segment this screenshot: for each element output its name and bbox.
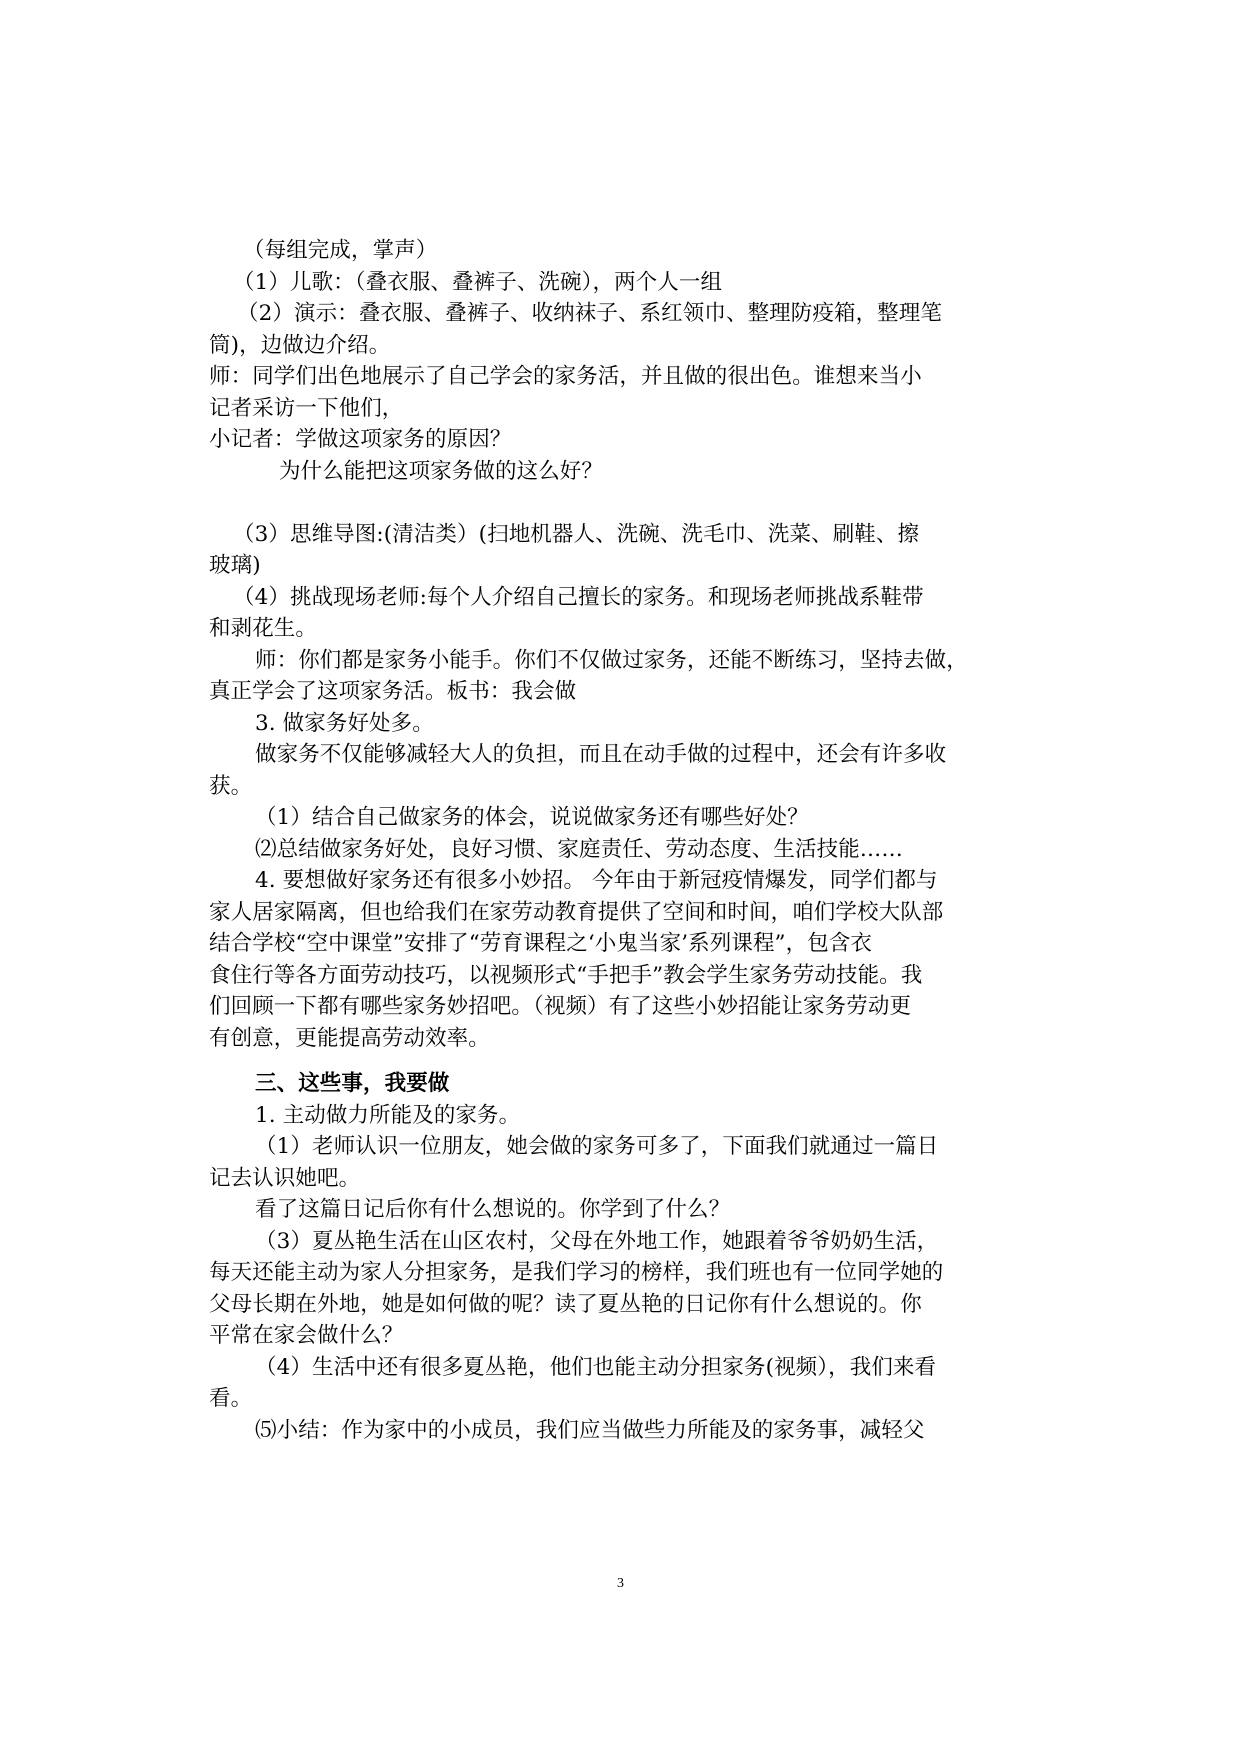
section-heading: 三、这些事，我要做 bbox=[255, 1071, 450, 1096]
text-line: （4）挑战现场老师:每个人介绍自己擅长的家务。和现场老师挑战系鞋带 bbox=[233, 584, 924, 610]
text-line: 有创意，更能提高劳动效率。 bbox=[209, 1025, 490, 1051]
text-line: 做家务不仅能够减轻大人的负担，而且在动手做的过程中，还会有许多收 bbox=[255, 742, 947, 767]
text-line: 1. 主动做力所能及的家务。 bbox=[255, 1102, 521, 1128]
text-line: 真正学会了这项家务活。板书：我会做 bbox=[209, 679, 577, 704]
text-line: 食住行等各方面劳动技巧，以视频形式“手把手”教会学生家务劳动技能。我 bbox=[209, 962, 923, 988]
text-line: （2）演示：叠衣服、叠裤子、收纳袜子、系红领巾、整理防疫箱，整理笔 bbox=[237, 301, 942, 326]
text-line: 获。 bbox=[209, 773, 253, 799]
text-line: 家人居家隔离，但也给我们在家劳动教育提供了空间和时间，咱们学校大队部 bbox=[209, 899, 944, 925]
text-line: 玻璃) bbox=[209, 553, 261, 578]
text-line: 结合学校“空中课堂”安排了“劳育课程之‘小鬼当家’系列课程”，包含衣 bbox=[209, 931, 873, 956]
text-line: 记去认识她吧。 bbox=[209, 1165, 361, 1191]
text-line: 看。 bbox=[209, 1386, 253, 1411]
text-line: （3）思维导图:(清洁类）(扫地机器人、洗碗、洗毛巾、洗菜、刷鞋、擦 bbox=[233, 521, 920, 547]
text-line: 平常在家会做什么？ bbox=[209, 1323, 404, 1348]
text-line: 和剥花生。 bbox=[209, 616, 318, 641]
text-line: 每天还能主动为家人分担家务，是我们学习的榜样，我们班也有一位同学她的 bbox=[209, 1260, 944, 1285]
text-line: ⑸小结：作为家中的小成员，我们应当做些力所能及的家务事，减轻父 bbox=[255, 1417, 925, 1443]
page-number: 3 bbox=[617, 1576, 624, 1591]
text-line: 4. 要想做好家务还有很多小妙招。 今年由于新冠疫情爆发，同学们都与 bbox=[255, 868, 938, 893]
text-line: 师：你们都是家务小能手。你们不仅做过家务，还能不断练习，坚持去做， bbox=[255, 647, 968, 673]
text-line: （4）生活中还有很多夏丛艳，他们也能主动分担家务(视频），我们来看 bbox=[255, 1354, 937, 1380]
text-line: （1）老师认识一位朋友，她会做的家务可多了，下面我们就通过一篇日 bbox=[255, 1134, 939, 1159]
paragraph-gap bbox=[209, 1054, 1044, 1068]
text-line: 看了这篇日记后你有什么想说的。你学到了什么？ bbox=[255, 1197, 731, 1222]
text-line: 为什么能把这项家务做的这么好？ bbox=[279, 458, 604, 484]
blank-line bbox=[209, 487, 1044, 519]
text-line: 们回顾一下都有哪些家务妙招吧。（视频）有了这些小妙招能让家务劳动更 bbox=[209, 994, 912, 1019]
text-line: （3）夏丛艳生活在山区农村，父母在外地工作，她跟着爷爷奶奶生活， bbox=[255, 1228, 939, 1254]
text-line: 师：同学们出色地展示了自己学会的家务活，并且做的很出色。谁想来当小 bbox=[209, 364, 922, 389]
text-line: 记者采访一下他们， bbox=[209, 395, 404, 421]
text-line: （1）结合自己做家务的体会，说说做家务还有哪些好处？ bbox=[255, 805, 809, 830]
text-line: ⑵总结做家务好处，良好习惯、家庭责任、劳动态度、生活技能…… bbox=[255, 836, 904, 862]
text-line: （每组完成，掌声） bbox=[243, 238, 438, 263]
text-line: 3. 做家务好处多。 bbox=[255, 710, 434, 736]
text-line: 小记者：学做这项家务的原因？ bbox=[209, 427, 512, 452]
body-text bbox=[209, 235, 1044, 1446]
text-line: 父母长期在外地，她是如何做的呢？读了夏丛艳的日记你有什么想说的。你 bbox=[209, 1291, 922, 1317]
text-line: 筒)，边做边介绍。 bbox=[209, 332, 391, 358]
text-line: （1）儿歌：（叠衣服、叠裤子、洗碗），两个人一组 bbox=[233, 269, 723, 295]
